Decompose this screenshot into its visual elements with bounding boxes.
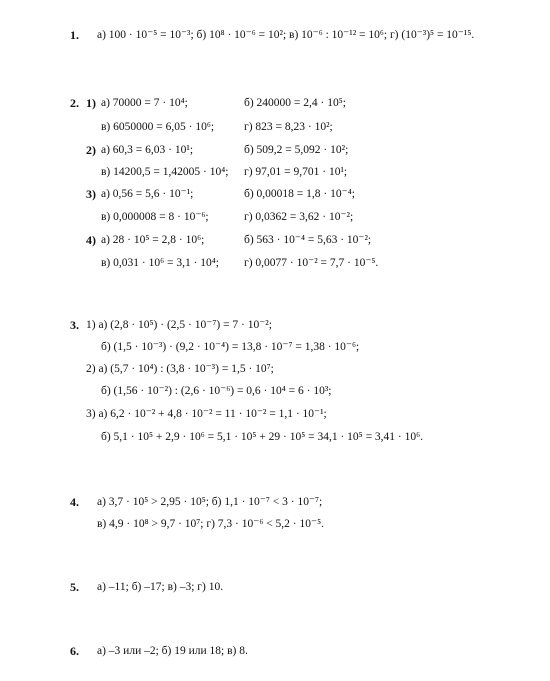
problem-2-part-4-label: 4) <box>86 233 96 247</box>
problem-2-part-3-label: 3) <box>86 187 96 201</box>
problem-3-line-5: 3) а) 6,2 · 10⁻² + 4,8 · 10⁻² = 11 · 10⁻² = 1,1 · 10⁻¹; <box>86 408 327 420</box>
problem-2-number: 2. <box>70 96 79 110</box>
problem-5-number: 5. <box>70 580 79 594</box>
problem-3-line-3: 2) а) (5,7 · 10⁴) : (3,8 · 10⁻³) = 1,5 · 10⁷; <box>86 363 274 375</box>
problem-3-line-4: б) (1,56 · 10⁻²) : (2,6 · 10⁻⁶) = 0,6 · 10⁴ = 6 · 10³; <box>101 385 332 397</box>
problem-2-1a: а) 70000 = 7 · 10⁴; <box>101 97 188 109</box>
problem-2-2v: в) 14200,5 = 1,42005 · 10⁴; <box>101 166 229 178</box>
problem-2-3b: б) 0,00018 = 1,8 · 10⁻⁴; <box>244 188 355 200</box>
problem-4-line-1: а) 3,7 · 10⁵ > 2,95 · 10⁵; б) 1,1 · 10⁻⁷ < 3 · 10⁻⁷; <box>97 496 323 508</box>
problem-3-number: 3. <box>70 318 79 332</box>
problem-2-1v: в) 6050000 = 6,05 · 10⁶; <box>101 121 215 133</box>
problem-3-line-2: б) (1,5 · 10⁻³) · (9,2 · 10⁻⁴) = 13,8 · 10⁻⁷ = 1,38 · 10⁻⁶; <box>101 341 360 353</box>
problem-2-2g: г) 97,01 = 9,701 · 10¹; <box>244 166 348 178</box>
problem-2-4b: б) 563 · 10⁻⁴ = 5,63 · 10⁻²; <box>244 234 372 246</box>
problem-2-4a: а) 28 · 10⁵ = 2,8 · 10⁶; <box>101 234 205 246</box>
problem-4-number: 4. <box>70 495 79 509</box>
problem-5-answers: а) –11; б) –17; в) –3; г) 10. <box>97 581 224 593</box>
problem-1-number: 1. <box>70 28 79 42</box>
problem-2-part-1-label: 1) <box>86 96 96 110</box>
problem-4-line-2: в) 4,9 · 10⁸ > 9,7 · 10⁷; г) 7,3 · 10⁻⁶ < 5,2 · 10⁻⁵. <box>97 518 324 530</box>
problem-6-answers: а) –3 или –2; б) 19 или 18; в) 8. <box>97 645 248 657</box>
problem-2-part-2-label: 2) <box>86 143 96 157</box>
problem-2-1b: б) 240000 = 2,4 · 10⁵; <box>244 97 346 109</box>
problem-2-4v: в) 0,031 · 10⁶ = 3,1 · 10⁴; <box>101 257 219 269</box>
problem-6-number: 6. <box>70 644 79 658</box>
problem-2-4g: г) 0,0077 · 10⁻² = 7,7 · 10⁻⁵. <box>244 257 379 269</box>
problem-2-2a: а) 60,3 = 6,03 · 10¹; <box>101 144 194 156</box>
problem-2-1g: г) 823 = 8,23 · 10²; <box>244 121 333 133</box>
problem-3-line-6: б) 5,1 · 10⁵ + 2,9 · 10⁶ = 5,1 · 10⁵ + 29 · 10⁵ = 34,1 · 10⁵ = 3,41 · 10⁶. <box>101 431 424 443</box>
problem-2-2b: б) 509,2 = 5,092 · 10²; <box>244 144 349 156</box>
problem-3-line-1: 1) а) (2,8 · 10⁵) · (2,5 · 10⁻⁷) = 7 · 10⁻²; <box>86 319 272 331</box>
problem-1-answers: а) 100 · 10⁻⁵ = 10⁻³; б) 10⁸ · 10⁻⁶ = 10²; в) 10⁻⁶ : 10⁻¹² = 10⁶; г) (10⁻³)⁵ = 10⁻¹⁵. <box>97 29 475 41</box>
problem-2-3v: в) 0,000008 = 8 · 10⁻⁶; <box>101 211 209 223</box>
problem-2-3a: а) 0,56 = 5,6 · 10⁻¹; <box>101 188 194 200</box>
problem-2-3g: г) 0,0362 = 3,62 · 10⁻²; <box>244 211 354 223</box>
